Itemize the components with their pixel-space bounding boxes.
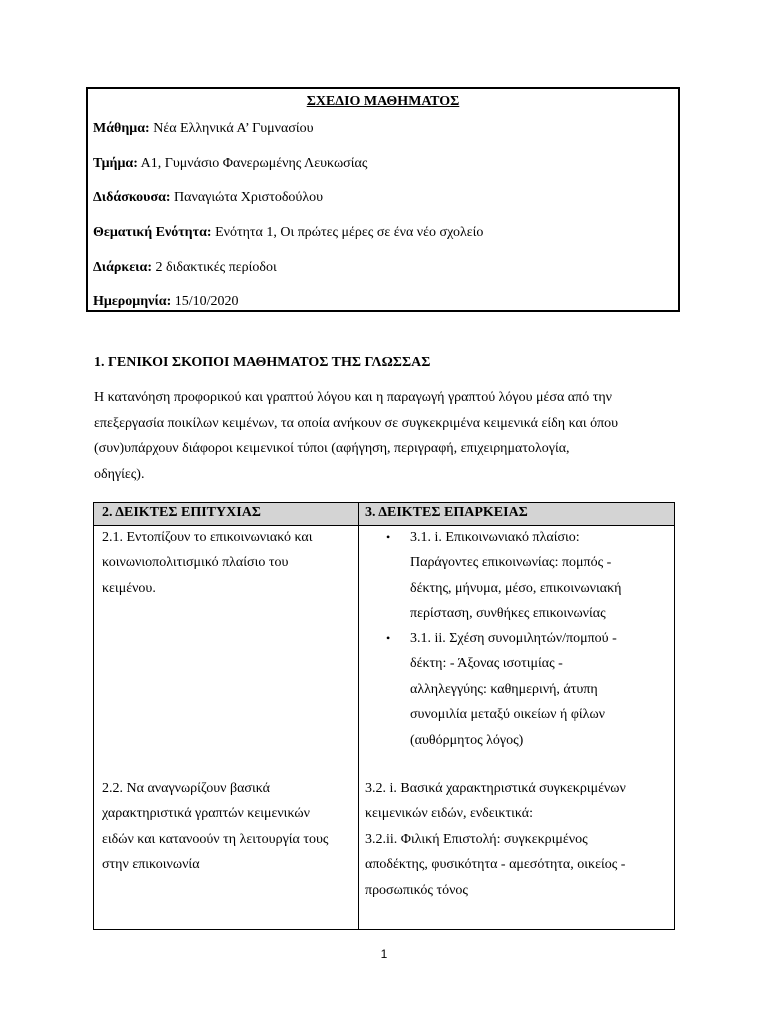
cell-line: αλληλεγγύης: καθημερινή, άτυπη (410, 681, 598, 697)
success-indicator-2-2 (102, 776, 356, 878)
subject-value: Νέα Ελληνικά Α’ Γυμνασίου (149, 121, 314, 136)
column-divider (358, 503, 359, 929)
duration-row (93, 260, 277, 276)
date-value: 15/10/2020 (171, 294, 239, 309)
teacher-label: Διδάσκουσα: (93, 190, 171, 205)
cell-line: ειδών και κατανοούν τη λειτουργία τους (102, 831, 329, 847)
cell-line: 2.1. Εντοπίζουν το επικοινωνιακό και (102, 530, 313, 545)
bullet-icon: • (386, 631, 391, 645)
lesson-plan-header-box (86, 87, 680, 312)
adequacy-bullet-3-1-i (386, 525, 670, 627)
cell-line: (αυθόρμητος λόγος) (410, 732, 524, 748)
cell-line: κειμένου. (102, 580, 156, 596)
section-1-heading: 1. ΓΕΝΙΚΟΙ ΣΚΟΠΟΙ ΜΑΘΗΜΑΤΟΣ ΤΗΣ ΓΛΩΣΣΑΣ (94, 355, 431, 370)
subject-label: Μάθημα: (93, 121, 150, 136)
cell-line: δέκτη: - Άξονας ισοτιμίας - (410, 656, 563, 672)
class-row (93, 156, 367, 172)
section-1-paragraph (94, 385, 676, 487)
paragraph-line: (συν)υπάρχουν διάφοροι κειμενικοί τύποι (αφήγηση, περιγραφή, επιχειρηματολογία, (94, 441, 570, 457)
cell-line: 3.2.ii. Φιλική Επιστολή: συγκεκριμένος (365, 831, 588, 847)
paragraph-line: Η κατανόηση προφορικού και γραπτού λόγου και η παραγωγή γραπτού λόγου μέσα από την (94, 390, 612, 405)
success-indicator-2-1 (102, 525, 352, 601)
cell-line: Παράγοντες επικοινωνίας: πομπός - (410, 555, 612, 571)
cell-line: κειμενικών ειδών, ενδεικτικά: (365, 806, 533, 822)
date-row (93, 294, 239, 310)
duration-label: Διάρκεια: (93, 260, 152, 275)
adequacy-indicator-3-2 (365, 776, 671, 903)
cell-line: συνομιλία μεταξύ οικείων ή φίλων (410, 707, 606, 723)
class-label: Τμήμα: (93, 156, 138, 171)
paragraph-line: οδηγίες). (94, 466, 145, 482)
cell-line: 3.1. i. Επικοινωνιακό πλαίσιο: (410, 530, 580, 545)
lesson-plan-title: ΣΧΕΔΙΟ ΜΑΘΗΜΑΤΟΣ (306, 94, 460, 109)
indicators-table (93, 502, 675, 930)
cell-line: 2.2. Να αναγνωρίζουν βασικά (102, 781, 271, 796)
cell-line: χαρακτηριστικά γραπτών κειμενικών (102, 806, 310, 822)
adequacy-indicators-header: 3. ΔΕΙΚΤΕΣ ΕΠΑΡΚΕΙΑΣ (365, 505, 528, 520)
unit-row (93, 225, 483, 241)
date-label: Ημερομηνία: (93, 294, 172, 309)
success-indicators-header: 2. ΔΕΙΚΤΕΣ ΕΠΙΤΥΧΙΑΣ (102, 505, 261, 520)
cell-line: προσωπικός τόνος (365, 882, 468, 898)
class-value: Α1, Γυμνάσιο Φανερωμένης Λευκωσίας (137, 156, 368, 171)
teacher-value: Παναγιώτα Χριστοδούλου (170, 190, 324, 205)
page-number: 1 (380, 947, 388, 961)
cell-line: περίσταση, συνθήκες επικοινωνίας (410, 606, 606, 622)
adequacy-bullet-3-1-ii (386, 626, 670, 754)
cell-line: 3.1. ii. Σχέση συνομιλητών/πομπού - (410, 631, 617, 646)
cell-line: δέκτης, μήνυμα, μέσο, επικοινωνιακή (410, 580, 622, 596)
duration-value: 2 διδακτικές περίοδοι (152, 260, 277, 275)
cell-line: αποδέκτης, φυσικότητα - αμεσότητα, οικείος - (365, 857, 626, 873)
unit-value: Ενότητα 1, Οι πρώτες μέρες σε ένα νέο σχολείο (211, 225, 484, 240)
paragraph-line: επεξεργασία ποικίλων κειμένων, τα οποία ανήκουν σε συγκεκριμένα κειμενικά είδη και όπου (94, 415, 619, 431)
bullet-icon: • (386, 530, 391, 544)
teacher-row (93, 190, 323, 206)
cell-line: 3.2. i. Βασικά χαρακτηριστικά συγκεκριμένων (365, 781, 626, 796)
table-header-row (94, 503, 674, 526)
cell-line: στην επικοινωνία (102, 857, 200, 873)
subject-row (93, 121, 314, 137)
unit-label: Θεματική Ενότητα: (93, 225, 212, 240)
cell-line: κοινωνιοπολιτισμικό πλαίσιο του (102, 555, 289, 571)
